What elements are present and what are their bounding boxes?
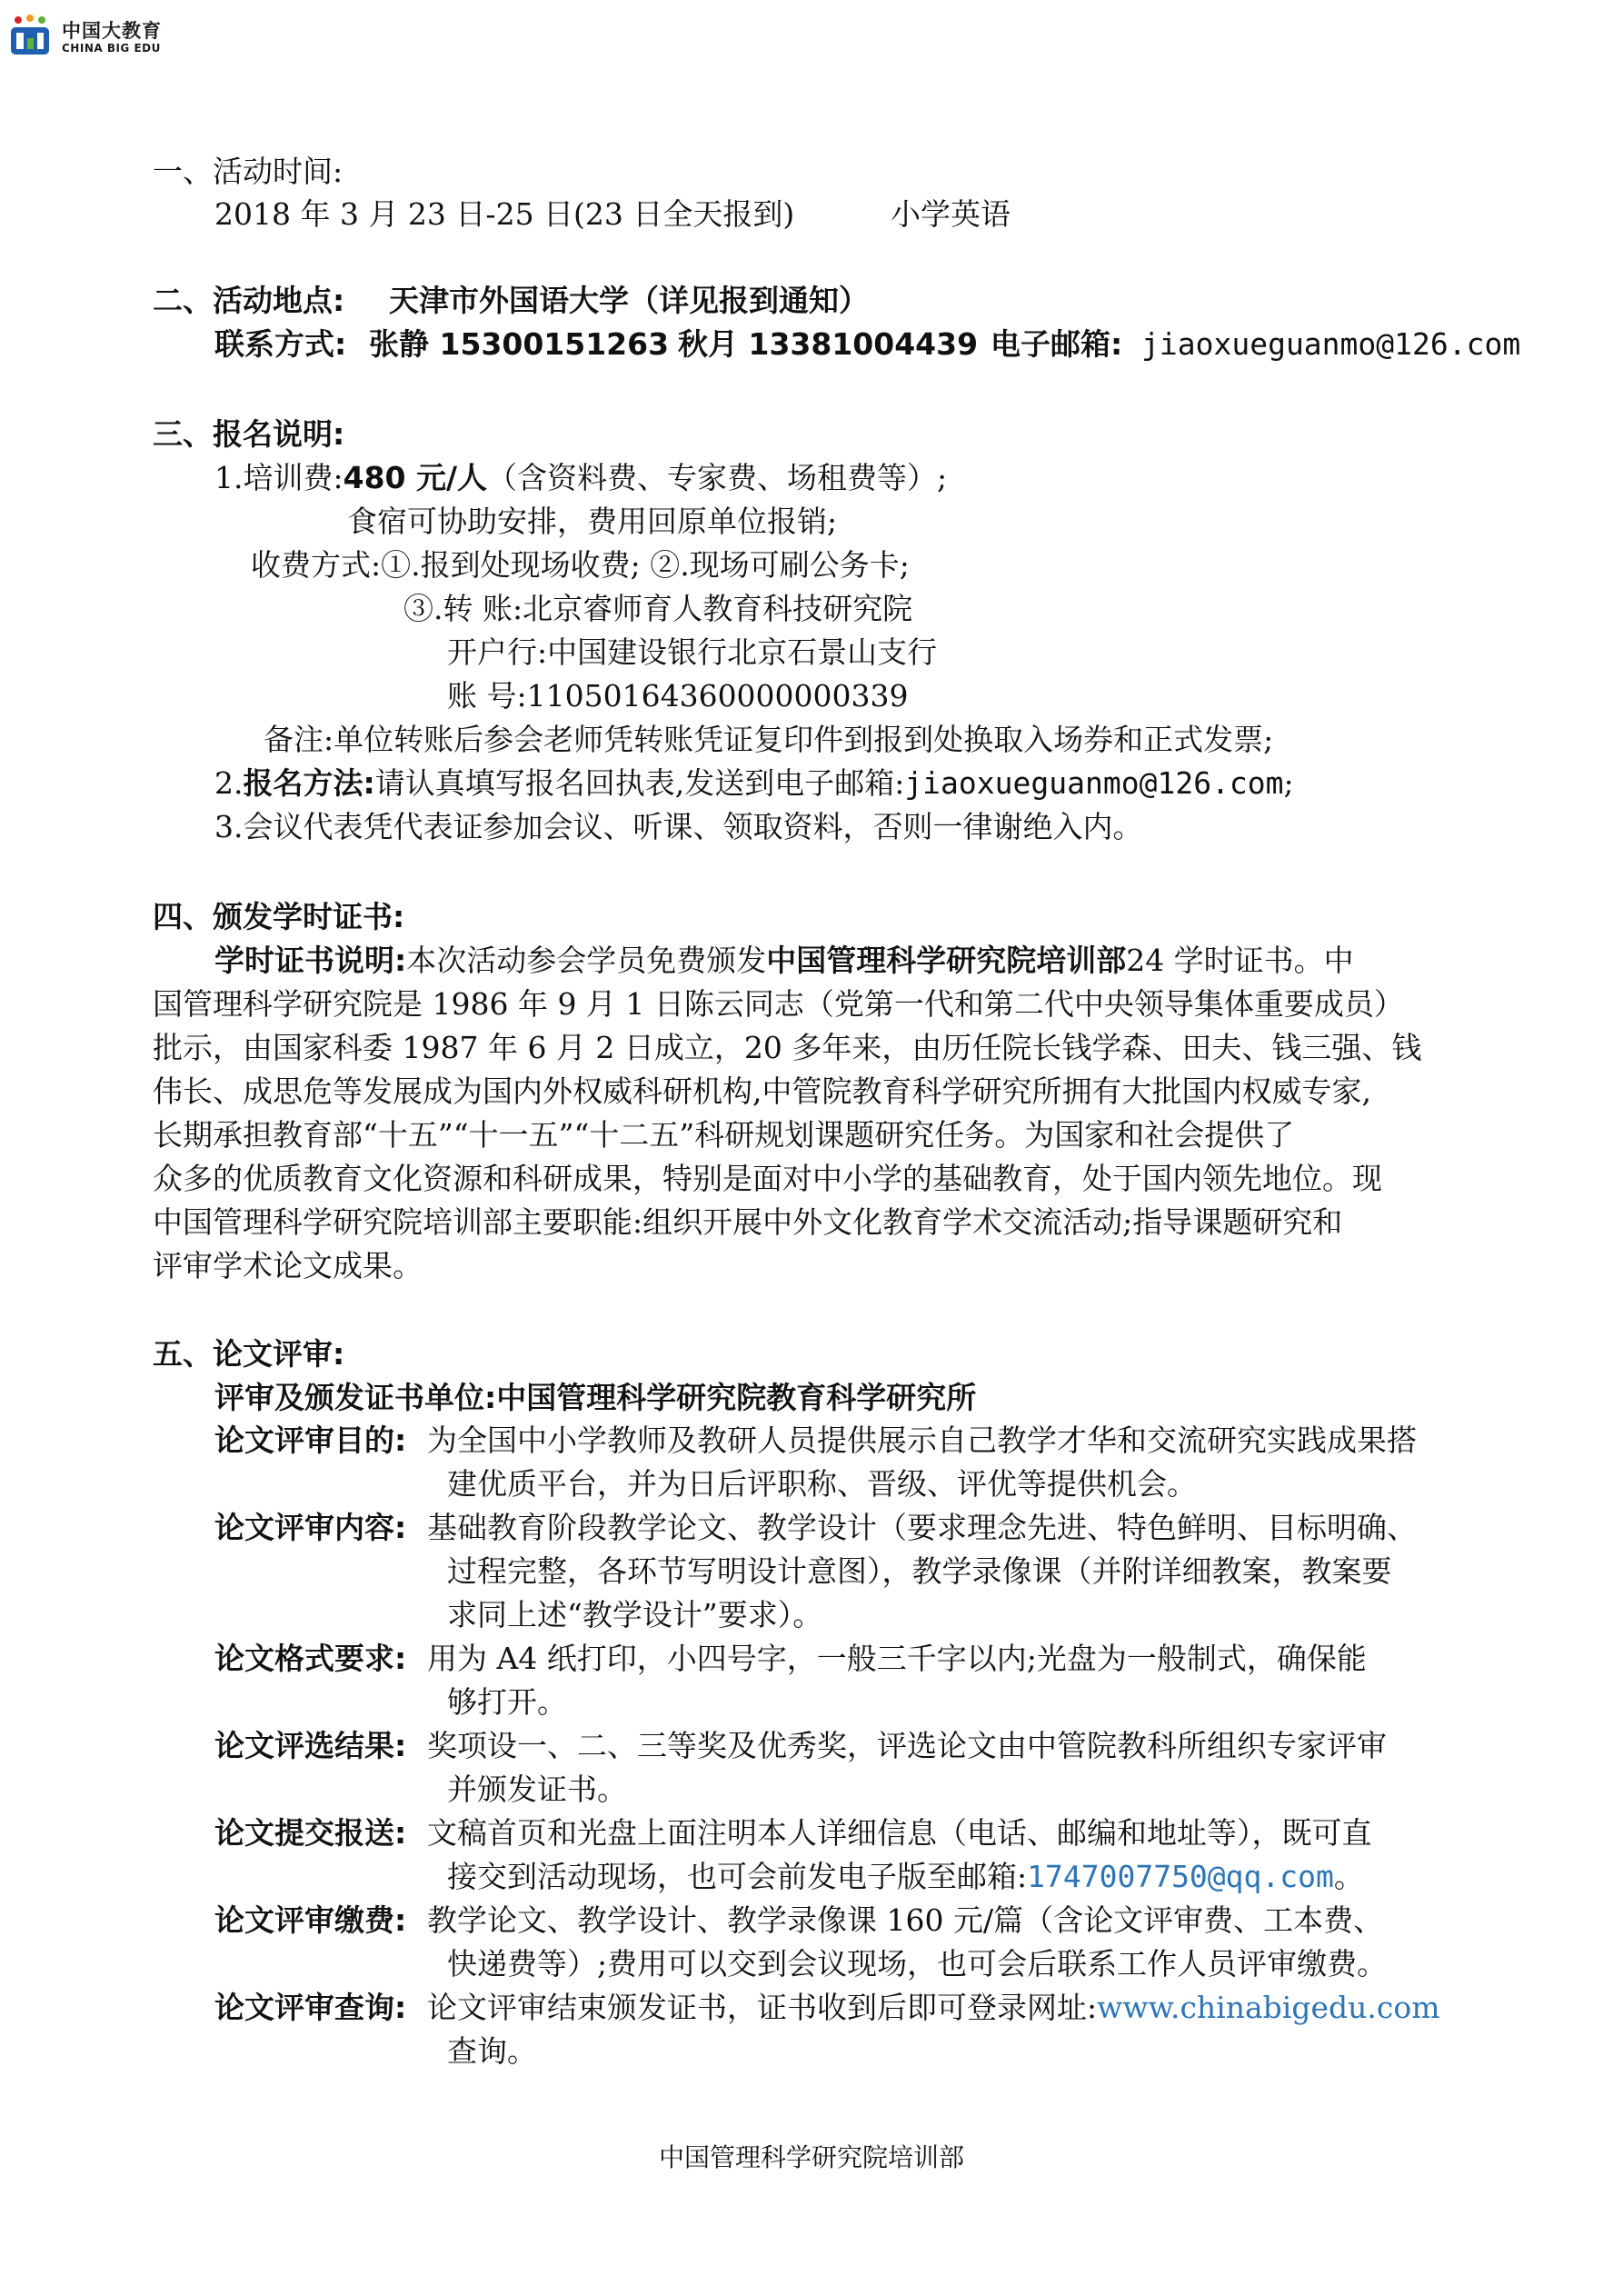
section-4-heading: 四、颁发学时证书: [153,899,405,934]
review-item-text: 基础教育阶段教学论文、教学设计（要求理念先进、特色鲜明、目标明确、 [427,1510,1417,1545]
certificate-para-line: 国管理科学研究院是 1986 年 9 月 1 日陈云同志（党第一代和第二代中央领导集体重要成员） [153,986,1404,1022]
review-item-label: 论文评选结果: [214,1728,407,1763]
certificate-lead-end: 24 学时证书。中 [1126,943,1354,978]
certificate-lead-text: 本次活动参会学员免费颁发 [406,943,767,978]
query-url-link[interactable]: www.chinabigedu.com [1097,1990,1440,2025]
review-item-text: 文稿首页和光盘上面注明本人详细信息（电话、邮编和地址等），既可直 [427,1815,1372,1851]
review-item-text: 建优质平台，并为日后评职称、晋级、评优等提供机会。 [447,1466,1197,1502]
review-item-text: 求同上述“教学设计”要求）。 [447,1597,823,1632]
section-3-heading: 三、报名说明: [153,416,345,452]
method-label: 报名方法: [243,765,375,801]
method-end: ; [1283,765,1294,801]
payment-transfer: ③.转 账:北京睿师育人教育科技研究院 [403,591,913,626]
submit-end: 。 [1333,1859,1364,1894]
review-item-text: 查询。 [447,2033,537,2069]
contact-1: 张静 15300151263 [369,326,670,362]
fee-line [214,457,947,499]
review-item-text: 快递费等）;费用可以交到会议现场，也可会后联系工作人员评审缴费。 [447,1946,1388,1982]
remark: 备注:单位转账后参会老师凭转账凭证复印件到报到处换取入场券和正式发票; [264,722,1274,757]
contact-email[interactable]: jiaoxueguanmo@126.com [1141,326,1521,362]
review-item-label: 论文提交报送: [214,1815,407,1851]
certificate-para-line: 众多的优质教育文化资源和科研成果，特别是面对中小学的基础教育，处于国内领先地位。现 [153,1161,1382,1196]
lodging-note: 食宿可协助安排，费用回原单位报销; [347,504,838,539]
review-item-label: 论文评审内容: [214,1510,407,1545]
contact-2: 秋月 13381004439 [678,326,979,362]
section-5-heading: 五、论文评审: [153,1336,345,1372]
review-item-text: 用为 A4 纸打印，小四号字，一般三千字以内;光盘为一般制式，确保能 [427,1641,1367,1676]
review-item-text [447,1856,1364,1898]
registration-method [214,763,1294,804]
section-2-heading: 二、活动地点: [153,283,345,318]
submit-email-link[interactable]: 1747007750@qq.com [1027,1859,1334,1894]
submit-text: 接交到活动现场，也可会前发电子版至邮箱: [447,1859,1028,1894]
fee-note: （含资料费、专家费、场租费等）; [487,460,948,495]
review-unit: 评审及颁发证书单位:中国管理科学研究院教育科学研究所 [214,1380,977,1415]
review-item-text: 够打开。 [447,1684,567,1720]
method-text: 请认真填写报名回执表,发送到电子邮箱: [374,765,905,801]
payment-methods: 收费方式:①.报到处现场收费; ②.现场可刷公务卡; [251,547,910,583]
review-item-label: 论文格式要求: [214,1641,407,1676]
query-text: 论文评审结束颁发证书，证书收到后即可登录网址: [427,1990,1098,2025]
logo-name-en: CHINA BIG EDU [62,42,161,55]
review-item-text: 过程完整，各环节写明设计意图），教学录像课（并附详细教案，教案要 [447,1553,1392,1589]
method-number: 2. [214,765,244,801]
review-item-text: 为全国中小学教师及教研人员提供展示自己教学才华和交流研究实践成果搭 [427,1423,1417,1458]
certificate-para-line: 中国管理科学研究院培训部主要职能:组织开展中外文化教育学术交流活动;指导课题研究和 [153,1204,1343,1240]
review-item-text: 并颁发证书。 [447,1772,627,1807]
fee-prefix: 1.培训费: [214,460,344,495]
fee-amount: 480 元/人 [343,460,488,495]
contact-label: 联系方式: [214,326,347,362]
review-item-text [427,1987,1440,2029]
representative-note: 3.会议代表凭代表证参加会议、听课、领取资料，否则一律谢绝入内。 [214,809,1143,844]
review-item-label: 论文评审缴费: [214,1902,407,1938]
review-item-label: 论文评审查询: [214,1990,407,2025]
certificate-para-line: 长期承担教育部“十五”“十一五”“十二五”科研规划课题研究任务。为国家和社会提供了 [153,1117,1295,1153]
section-1-heading: 一、活动时间: [153,154,344,189]
certificate-para-line: 伟长、成思危等发展成为国内外权威科研机构,中管院教育科学研究所拥有大批国内权威专家, [153,1073,1371,1109]
certificate-lead-bold: 中国管理科学研究院培训部 [766,943,1127,978]
review-item-text: 奖项设一、二、三等奖及优秀奖，评选论文由中管院教科所组织专家评审 [427,1728,1387,1763]
activity-time: 2018 年 3 月 23 日-25 日(23 日全天报到) [214,196,795,232]
certificate-lead-label: 学时证书说明: [214,943,407,978]
review-item-label: 论文评审目的: [214,1423,407,1458]
account-number: 账 号:11050164360000000339 [447,678,909,714]
activity-subject: 小学英语 [891,196,1011,232]
page-footer: 中国管理科学研究院培训部 [658,2142,964,2172]
method-email[interactable]: jiaoxueguanmo@126.com [904,765,1284,801]
certificate-para-line: 评审学术论文成果。 [153,1248,423,1283]
review-item-text: 教学论文、教学设计、教学录像课 160 元/篇（含论文评审费、工本费、 [427,1902,1384,1938]
email-label: 电子邮箱: [991,326,1123,362]
logo-name-cn: 中国大教育 [62,20,162,42]
certificate-para-line: 批示，由国家科委 1987 年 6 月 2 日成立，20 多年来，由历任院长钱学森、田夫、钱三强、钱 [153,1030,1422,1065]
venue: 天津市外国语大学（详见报到通知） [389,283,869,318]
bank-name: 开户行:中国建设银行北京石景山支行 [447,634,938,670]
certificate-lead [214,940,1354,982]
